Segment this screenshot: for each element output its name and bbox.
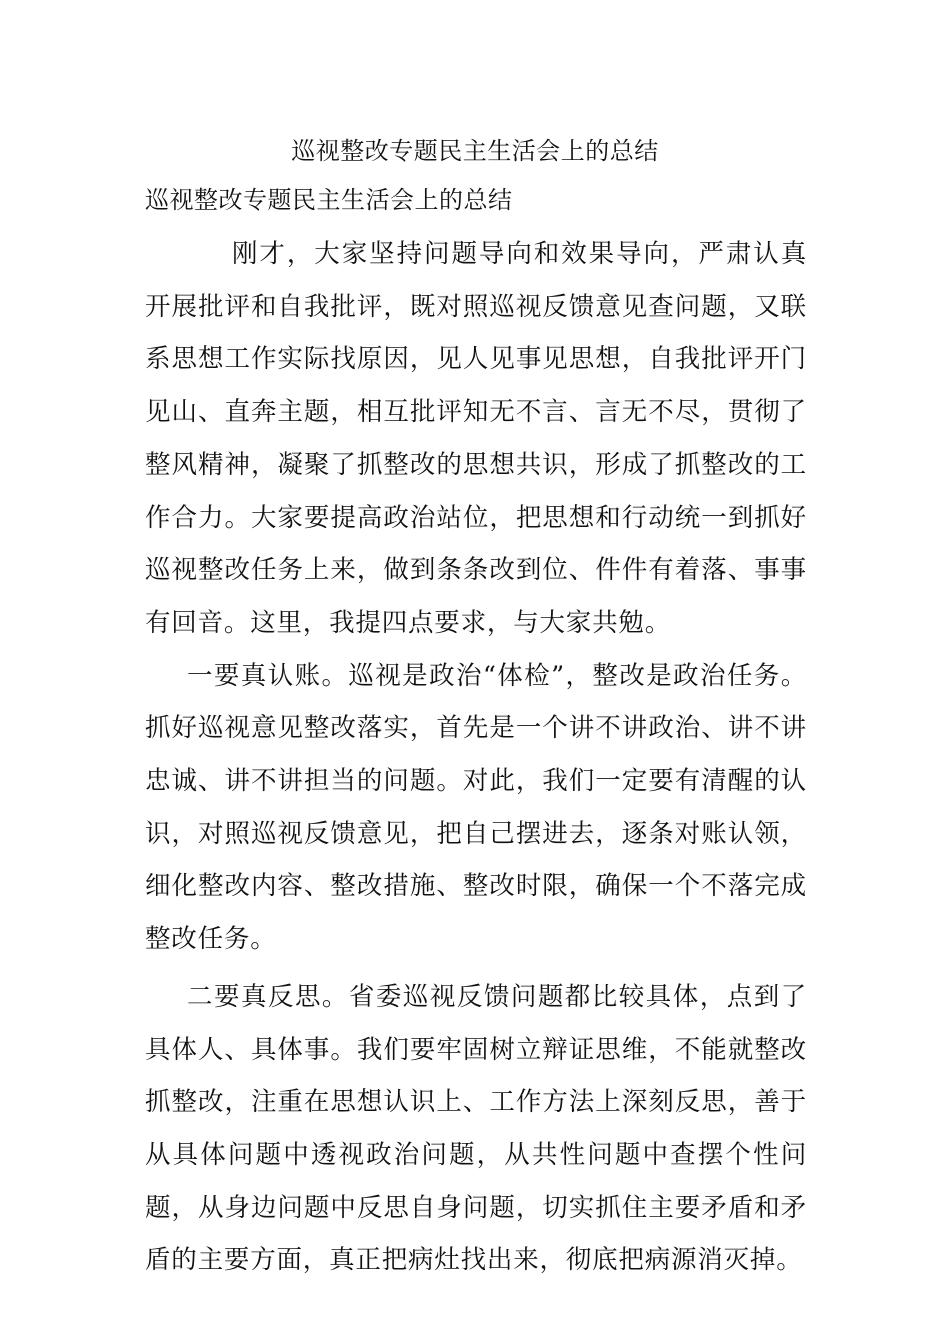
document-body xyxy=(145,228,807,1287)
document-title: 巡视整改专题民主生活会上的总结 xyxy=(291,137,659,165)
paragraph-intro: 刚才，大家坚持问题导向和效果导向，严肃认真开展批评和自我批评，既对照巡视反馈意见查问题，又联系思想工作实际找原因，见人见事见思想，自我批评开门见山、直奔主题，相互批评知无不言、言无不尽，贯彻了整风精神，凝聚了抓整改的思想共识，形成了抓整改的工作合力。大家要提高政治站位，把思想和行动统一到抓好巡视整改任务上来，做到条条改到位、件件有着落、事事有回音。这里，我提四点要求，与大家共勉。 xyxy=(145,239,807,638)
document-subtitle: 巡视整改专题民主生活会上的总结 xyxy=(145,186,513,214)
paragraph-requirement-one: 一要真认账。巡视是政治“体检”，整改是政治任务。抓好巡视意见整改落实，首先是一个讲不讲政治、讲不讲忠诚、讲不讲担当的问题。对此，我们一定要有清醒的认识，对照巡视反馈意见，把自己摆进去，逐条对账认领，细化整改内容、整改措施、整改时限，确保一个不落完成整改任务。 xyxy=(145,660,807,955)
paragraph-requirement-two: 二要真反思。省委巡视反馈问题都比较具体，点到了具体人、具体事。我们要牢固树立辩证思维，不能就整改抓整改，注重在思想认识上、工作方法上深刻反思，善于从具体问题中透视政治问题，从共性问题中查摆个性问题，从身边问题中反思自身问题，切实抓住主要矛盾和矛盾的主要方面，真正把病灶找出来，彻底把病源消灭掉。 xyxy=(145,981,807,1276)
